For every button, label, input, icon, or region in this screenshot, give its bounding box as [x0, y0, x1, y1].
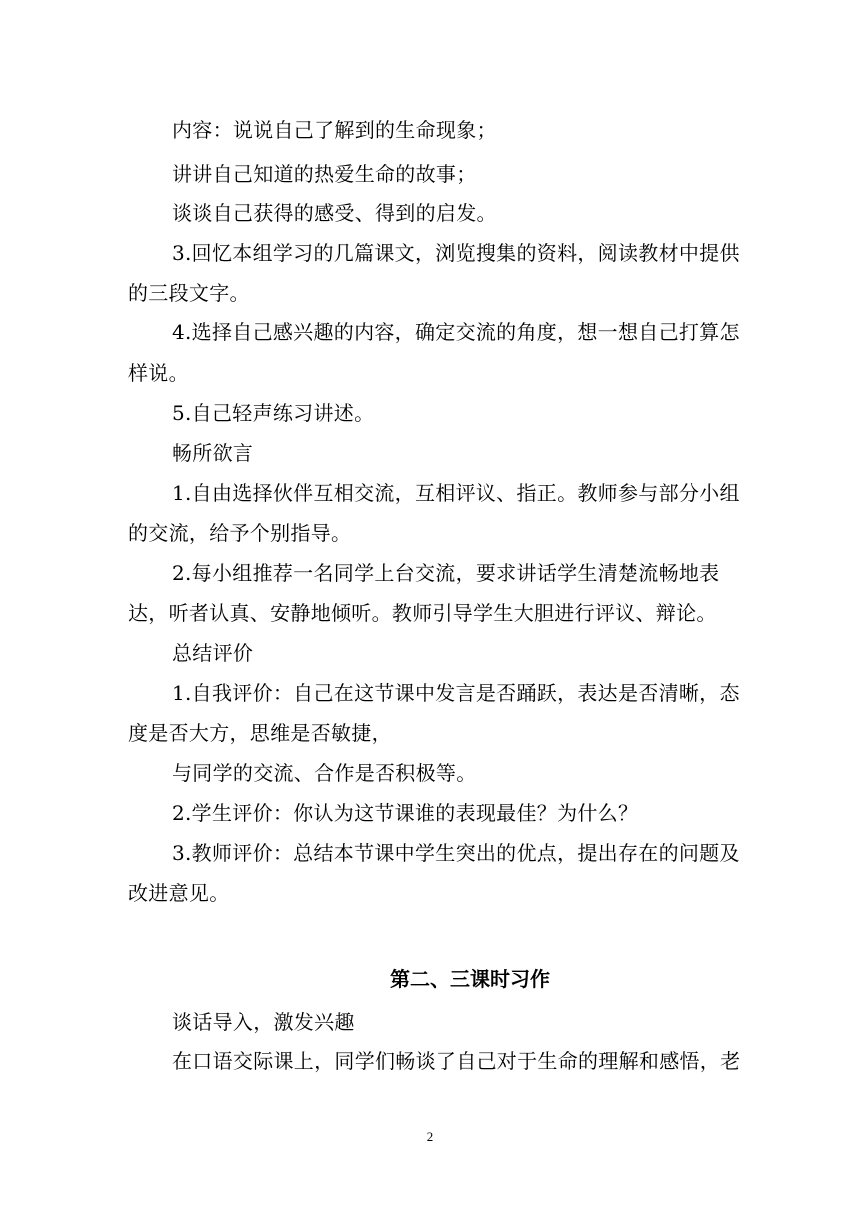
- paragraph-line: 讲讲自己知道的热爱生命的故事；: [172, 162, 477, 186]
- paragraph-line: 内容：说说自己了解到的生命现象；: [172, 118, 497, 142]
- paragraph-line: 2.每小组推荐一名同学上台交流，要求讲话学生清楚流畅地表: [172, 561, 720, 585]
- paragraph-line: 2.学生评价：你认为这节课谁的表现最佳？为什么？: [172, 801, 639, 825]
- subheading-line: 畅所欲言: [172, 441, 254, 465]
- paragraph-line: 样说。: [128, 361, 189, 385]
- paragraph-line: 5.自己轻声练习讲述。: [172, 401, 375, 425]
- paragraph-line: 的交流，给予个别指导。: [128, 521, 352, 545]
- paragraph-line: 与同学的交流、合作是否积极等。: [172, 761, 477, 785]
- paragraph-line: 1.自由选择伙伴互相交流，互相评议、指正。教师参与部分小组: [172, 481, 740, 505]
- paragraph-line: 1.自我评价：自己在这节课中发言是否踊跃，表达是否清晰，态: [172, 681, 740, 705]
- paragraph-line: 在口语交际课上，同学们畅谈了自己对于生命的理解和感悟，老: [172, 1049, 741, 1073]
- paragraph-line: 3.回忆本组学习的几篇课文，浏览搜集的资料，阅读教材中提供: [172, 241, 740, 265]
- paragraph-line: 达，听者认真、安静地倾听。教师引导学生大胆进行评议、辩论。: [128, 601, 717, 625]
- subheading-line: 总结评价: [172, 641, 254, 665]
- paragraph-line: 3.教师评价：总结本节课中学生突出的优点，提出存在的问题及: [172, 841, 740, 865]
- paragraph-line: 度是否大方，思维是否敏捷，: [128, 721, 392, 745]
- paragraph-line: 谈谈自己获得的感受、得到的启发。: [172, 201, 497, 225]
- section-heading: 第二、三课时习作: [390, 967, 550, 991]
- paragraph-line: 4.选择自己感兴趣的内容，确定交流的角度，想一想自己打算怎: [172, 320, 740, 344]
- subheading-line: 谈话导入，激发兴趣: [172, 1010, 355, 1034]
- paragraph-line: 改进意见。: [128, 881, 230, 905]
- page-number: 2: [426, 1129, 434, 1144]
- paragraph-line: 的三段文字。: [128, 281, 250, 305]
